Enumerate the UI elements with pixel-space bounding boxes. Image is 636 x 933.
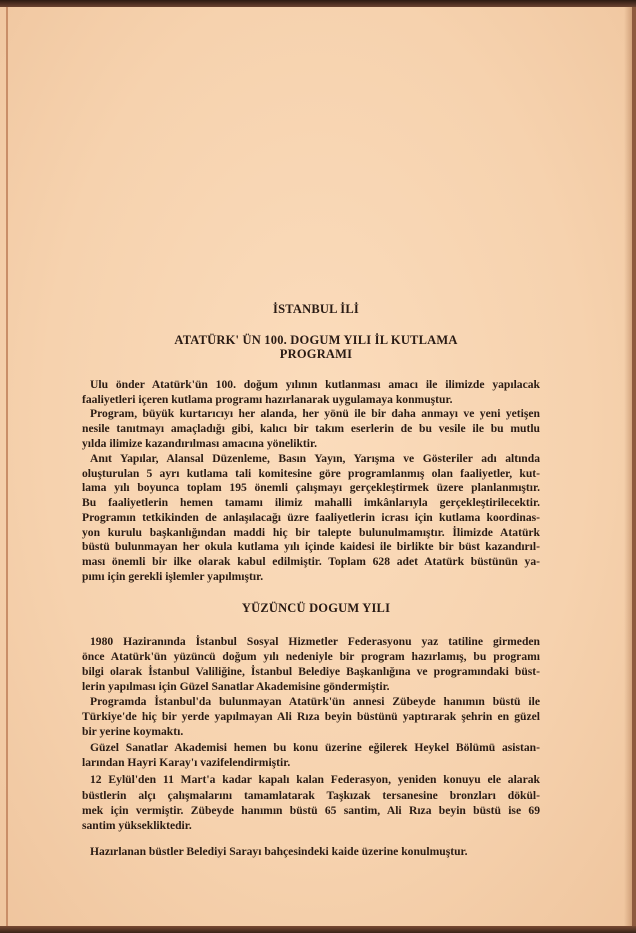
heading-program-line1: ATATÜRK' ÜN 100. DOGUM YILI İL KUTLAMA [174, 333, 458, 347]
paragraph-line: büstü bulunmayan her okula kutlama yılı içinde kaidesi ile birlikte bir büst kazandırıl- [82, 540, 540, 553]
scan-right-border [632, 7, 636, 926]
paragraph-line: Güzel Sanatlar Akademisi hemen bu konu üzerine eğilerek Heykel Bölümü asistan- [90, 741, 540, 754]
paragraph-line: 12 Eylül'den 11 Mart'a kadar kapalı kalan Federasyon, yeniden konuyu ele alarak [90, 773, 540, 786]
paragraph-line: Anıt Yapılar, Alansal Düzenleme, Basın Yayın, Yarışma ve Gösteriler adı altında [90, 452, 540, 465]
document-page [0, 7, 632, 926]
scan-top-border [0, 0, 636, 7]
page-binding-edge [6, 7, 8, 926]
paragraph-line: Programda İstanbul'da bulunmayan Atatürk'ün annesi Zübeyde hanımın büstü ile [90, 695, 540, 708]
heading-province: İSTANBUL İLİ [273, 302, 359, 316]
paragraph-line: Türkiye'de hiç bir yerde yapılmayan Ali Rıza beyin büstünü yaptırarak şehrin en güzel [82, 710, 540, 723]
scan-bottom-border [0, 926, 636, 933]
paragraph-line: nesile tanıtmayı amaçladığı gibi, kalıcı bir takım eserlerin de bu vesile ile bu mutlu [82, 422, 540, 435]
paragraph-line: önce Atatürk'ün yüzüncü doğum yılı nedeniyle bir program hazırlamış, bu programı [82, 650, 540, 663]
heading-program-line2: PROGRAMI [279, 347, 353, 361]
paragraph-line: büstlerin alçı çalışmalarını tamamlatarak Taşkızak tersanesine bronzları dökül- [82, 789, 540, 802]
paragraph-line: bir yerine koymaktı. [82, 725, 184, 738]
paragraph-line: Hazırlanan büstler Belediyi Sarayı bahçesindeki kaide üzerine konulmuştur. [90, 845, 468, 858]
paragraph-line: faaliyetleri içeren kutlama programı hazırlanarak uygulamaya konmuştur. [82, 393, 453, 406]
paragraph-line: yılda ilimize kazandırılması amacına yöneliktir. [82, 437, 317, 450]
heading-centenary: YÜZÜNCÜ DOGUM YILI [241, 601, 391, 615]
paragraph-line: larından Hayri Karay'ı vazifelendirmiştir. [82, 756, 291, 769]
paragraph-line: 1980 Haziranında İstanbul Sosyal Hizmetler Federasyonu yaz tatiline girmeden [90, 635, 540, 648]
paragraph-line: Ulu önder Atatürk'ün 100. doğum yılının kutlanması amacı ile ilimizde yapılacak [90, 378, 540, 391]
paragraph-line: pımı için gerekli işlemler yapılmıştır. [82, 570, 264, 583]
paragraph-line: lerin yapılması için Güzel Sanatlar Akademisine göndermiştir. [82, 680, 390, 693]
paragraph-line: Bu faaliyetlerin hemen tamamı ilimiz mahalli imkânlarıyla gerçekleştirilecektir. [82, 496, 540, 509]
paragraph-line: oluşturulan 5 ayrı kutlama tali komitesine göre programlanmış olan faaliyetler, kut- [82, 467, 540, 480]
paragraph-line: santim yüksekliktedir. [82, 819, 192, 832]
paragraph-line: mek için vermiştir. Zübeyde hanımın büstü 65 santim, Ali Rıza beyin büstü ise 69 [82, 804, 540, 817]
paragraph-line: lama yılı boyunca toplam 195 önemli çalışmayı gerçekleştirmek üzere planlanmıştır. [82, 481, 540, 494]
paragraph-line: ması önemli bir ilke olarak kabul edilmiştir. Toplam 628 adet Atatürk büstünün ya- [82, 555, 540, 568]
page-right-shadow [624, 7, 632, 926]
paragraph-line: yon kurulu başkanlığından maddi hiç bir talepte bulunulmamıştır. İlimizde Atatürk [82, 526, 540, 539]
paragraph-line: Programın tetkikinden de anlaşılacağı üzre faaliyetlerin icrası için kutlama koordinas- [82, 511, 540, 524]
paragraph-line: Program, büyük kurtarıcıyı her alanda, her yönü ile bir daha anmayı ve yeni yetişen [90, 407, 540, 420]
paragraph-line: bilgi olarak İstanbul Valiliğine, İstanbul Belediye Başkanlığına ve programındaki büst- [82, 665, 540, 678]
